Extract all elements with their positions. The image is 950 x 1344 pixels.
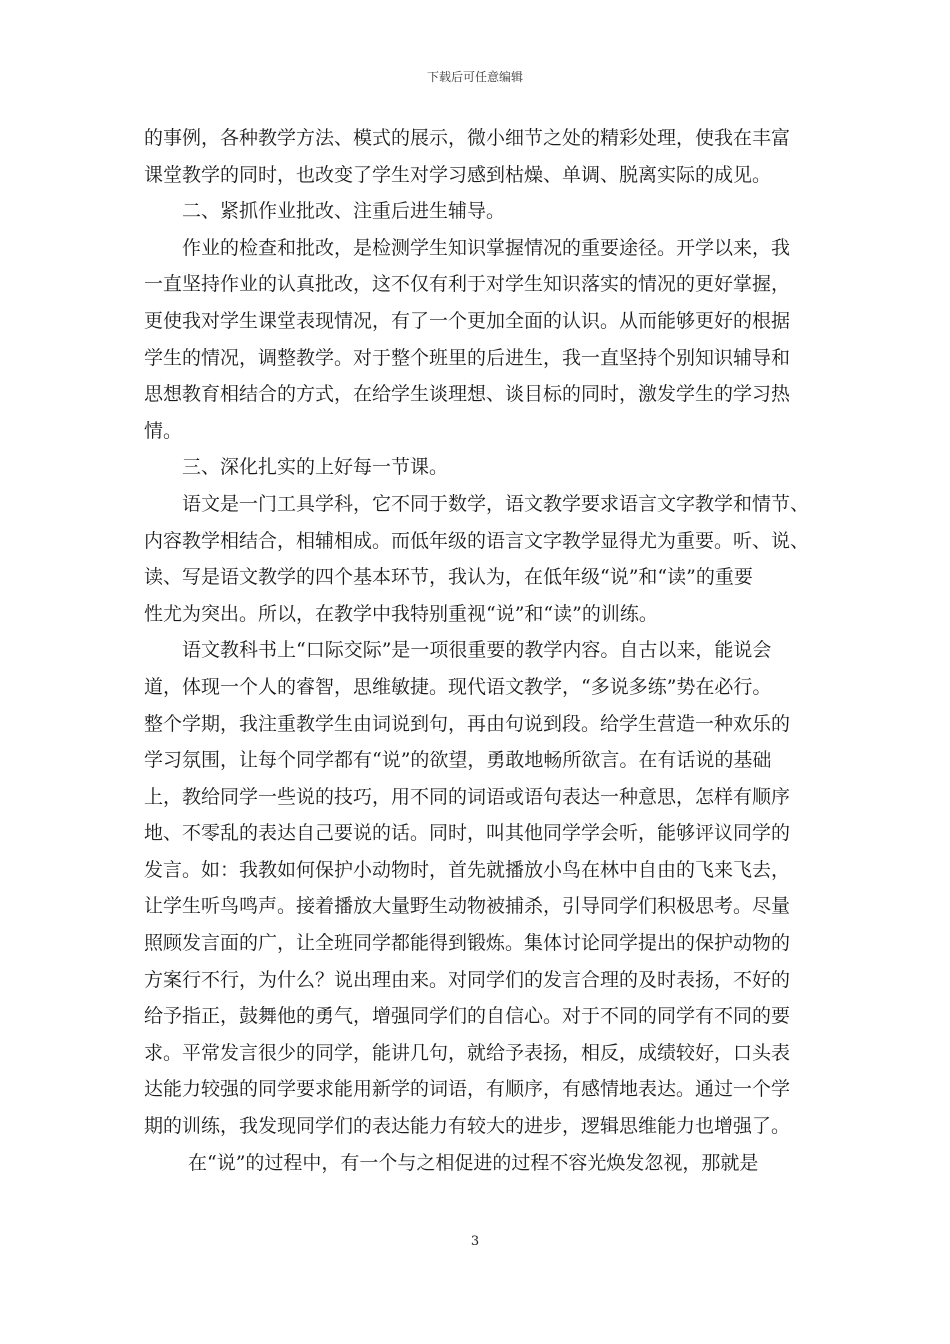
text-line: 期的训练，我发现同学们的表达能力有较大的进步，逻辑思维能力也增强了。 <box>144 1115 791 1138</box>
page-number: 3 <box>470 1234 480 1249</box>
text-line: 读、写是语文教学的四个基本环节，我认为，在低年级“说”和“读”的重要 <box>144 566 753 589</box>
text-line: 更使我对学生课堂表现情况，有了一个更加全面的认识。从而能够更好的根据 <box>144 309 791 332</box>
text-line: 情。 <box>144 419 183 442</box>
text-line: 的事例，各种教学方法、模式的展示，微小细节之处的精彩处理，使我在丰富 <box>144 127 791 149</box>
text-line: 地、不零乱的表达自己要说的话。同时，叫其他同学学会听，能够评议同学的 <box>144 822 791 845</box>
text-line: 学习氛围，让每个同学都有“说”的欲望，勇敢地畅所欲言。在有话说的基础 <box>144 749 772 772</box>
text-line: 给予指正，鼓舞他的勇气，增强同学们的自信心。对于不同的同学有不同的要 <box>144 1005 791 1028</box>
text-line: 语文是一门工具学科，它不同于数学，语文教学要求语言文字教学和情节、 <box>182 492 809 515</box>
text-line: 思想教育相结合的方式，在给学生谈理想、谈目标的同时，激发学生的学习热 <box>144 383 791 406</box>
text-line: 作业的检查和批改，是检测学生知识掌握情况的重要途径。开学以来，我 <box>182 236 791 259</box>
text-line: 道，体现一个人的睿智，思维敏捷。现代语文教学，“多说多练”势在必行。 <box>144 675 772 698</box>
text-line: 课堂教学的同时，也改变了学生对学习感到枯燥、单调、脱离实际的成见。 <box>144 163 772 186</box>
text-line: 发言。如：我教如何保护小动物时，首先就播放小鸟在林中自由的飞来飞去， <box>144 858 791 881</box>
text-line: 求。平常发言很少的同学，能讲几句，就给予表扬，相反，成绩较好，口头表 <box>144 1041 791 1064</box>
text-line: 方案行不行，为什么？说出理由来。对同学们的发言合理的及时表扬，不好的 <box>144 968 791 991</box>
document-body <box>144 120 809 1181</box>
text-line: 性尤为突出。所以，在教学中我特别重视“说”和“读”的训练。 <box>144 602 658 625</box>
text-line: 整个学期，我注重教学生由词说到句，再由句说到段。给学生营造一种欢乐的 <box>144 712 791 735</box>
page-header: 下载后可任意编辑 <box>426 70 523 84</box>
text-line: 语文教科书上“口际交际”是一项很重要的教学内容。自古以来，能说会 <box>182 639 772 662</box>
text-line: 上，教给同学一些说的技巧，用不同的词语或语句表达一种意思，怎样有顺序 <box>144 785 791 808</box>
text-line: 照顾发言面的广，让全班同学都能得到锻炼。集体讨论同学提出的保护动物的 <box>144 932 791 955</box>
section-heading: 三、深化扎实的上好每一节课。 <box>182 456 449 479</box>
text-line: 在“说”的过程中，有一个与之相促进的过程不容光焕发忽视，那就是 <box>188 1151 759 1174</box>
text-line: 达能力较强的同学要求能用新学的词语，有顺序，有感情地表达。通过一个学 <box>144 1078 791 1101</box>
text-line: 内容教学相结合，相辅相成。而低年级的语言文字教学显得尤为重要。听、说、 <box>144 529 809 552</box>
text-line: 学生的情况，调整教学。对于整个班里的后进生，我一直坚持个别知识辅导和 <box>144 346 791 369</box>
section-heading: 二、紧抓作业批改、注重后进生辅导。 <box>182 200 506 223</box>
text-line: 让学生听鸟鸣声。接着播放大量野生动物被捕杀，引导同学们积极思考。尽量 <box>144 895 791 918</box>
text-line: 一直坚持作业的认真批改，这不仅有利于对学生知识落实的情况的更好掌握， <box>144 273 791 296</box>
